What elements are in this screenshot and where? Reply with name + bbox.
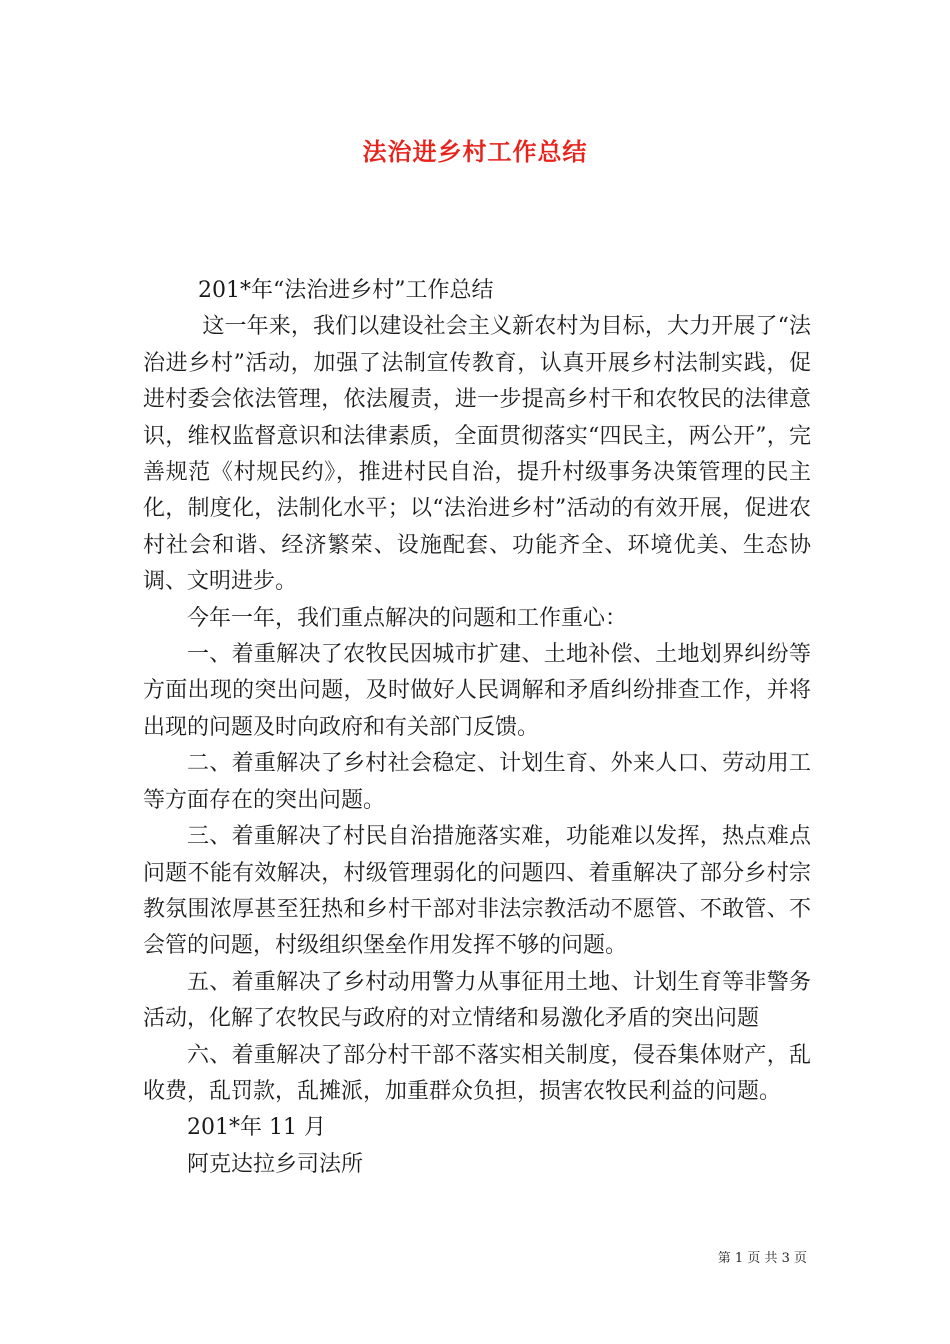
document-body: [143, 273, 811, 1183]
paragraph-item-2: 二、着重解决了乡村社会稳定、计划生育、外来人口、劳动用工等方面存在的突出问题。: [143, 751, 811, 813]
paragraph-item-6: 六、着重解决了部分村干部不落实相关制度，侵吞集体财产，乱收费，乱罚款，乱摊派，加重群众负担，损害农牧民利益的问题。: [143, 1042, 811, 1104]
paragraph-item-1: 一、着重解决了农牧民因城市扩建、土地补偿、土地划界纠纷等方面出现的突出问题，及时做好人民调解和矛盾纠纷排查工作，并将出现的问题及时向政府和有关部门反馈。: [143, 642, 811, 740]
paragraph-intro: 这一年来，我们以建设社会主义新农村为目标，大力开展了“法治进乡村”活动，加强了法制宣传教育，认真开展乡村法制实践，促进村委会依法管理，依法履责，进一步提高乡村干和农牧民的法律意识，维权监督意识和法律素质，全面贯彻落实“四民主，两公开”，完善规范《村规民约》，推进村民自治，提升村级事务决策管理的民主化，制度化，法制化水平；以“法治进乡村”活动的有效开展，促进农村社会和谐、经济繁荣、设施配套、功能齐全、环境优美、生态协调、文明进步。: [143, 314, 811, 595]
document-title: 法治进乡村工作总结: [362, 137, 588, 166]
paragraph-item-5: 五、着重解决了乡村动用警力从事征用土地、计划生育等非警务活动，化解了农牧民与政府的对立情绪和易激化矛盾的突出问题: [143, 969, 811, 1032]
document-organization: 阿克达拉乡司法所: [187, 1151, 364, 1177]
paragraph-focus-heading: 今年一年，我们重点解决的问题和工作重心：: [187, 605, 628, 631]
page-indicator: 第 1 页 共 3 页: [717, 1251, 807, 1266]
document-subtitle: 201*年“法治进乡村”工作总结: [198, 278, 494, 303]
document-date: 201*年 11 月: [187, 1115, 326, 1141]
paragraph-item-3: 三、着重解决了村民自治措施落实难，功能难以发挥，热点难点问题不能有效解决，村级管理弱化的问题四、着重解决了部分乡村宗教氛围浓厚甚至狂热和乡村干部对非法宗教活动不愿管、不敢管、不会管的问题，村级组织堡垒作用发挥不够的问题。: [143, 824, 811, 959]
